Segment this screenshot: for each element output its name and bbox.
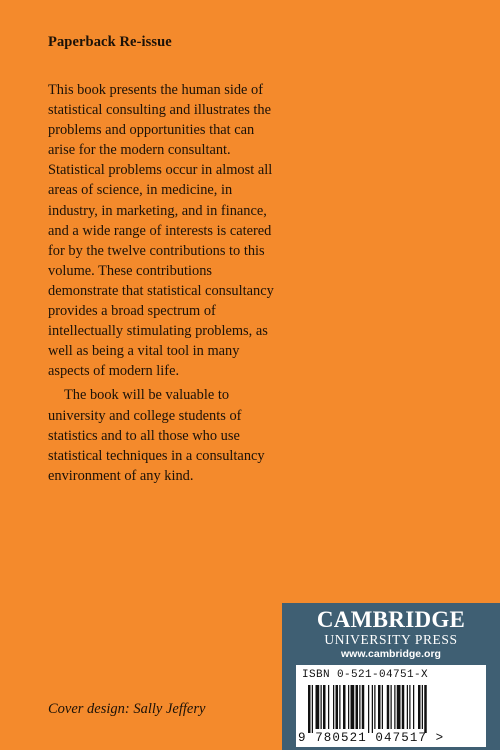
publisher-name: CAMBRIDGE [316,607,466,632]
reissue-heading: Paperback Re-issue [48,34,172,50]
publisher-panel [282,603,500,750]
blurb-paragraph-1: This book presents the human side of statistical consulting and illustrates the problems and opportunities that can arise for the modern consultant. Statistical problems occur in almost all areas of science, in medicine, in industry, in marketing, and in finance, and a wide range of interests is catered for by the twelve contributions to this volume. These contributions demonstrate that statistical consultancy provides a broad spectrum of intellectually stimulating problems, as well as being a vital tool in many aspects of modern life. [48,82,274,380]
ean-digits: 9 780521 047517 > [298,731,445,745]
barcode-panel [296,665,486,747]
barcode-icon [306,685,474,733]
cover-credit-label: Cover design: [48,701,130,717]
blurb-text [48,80,284,486]
cover-credit [48,701,205,718]
publisher-subtitle: UNIVERSITY PRESS [324,632,458,647]
cover-designer: Sally Jeffery [133,701,206,717]
publisher-url: www.cambridge.org [341,648,441,660]
blurb-paragraph-2: The book will be valuable to university and college students of statistics and to all those who use statistical techniques in a consultancy environment of any kind. [48,387,265,484]
isbn-text: ISBN 0-521-04751-X [302,669,429,681]
